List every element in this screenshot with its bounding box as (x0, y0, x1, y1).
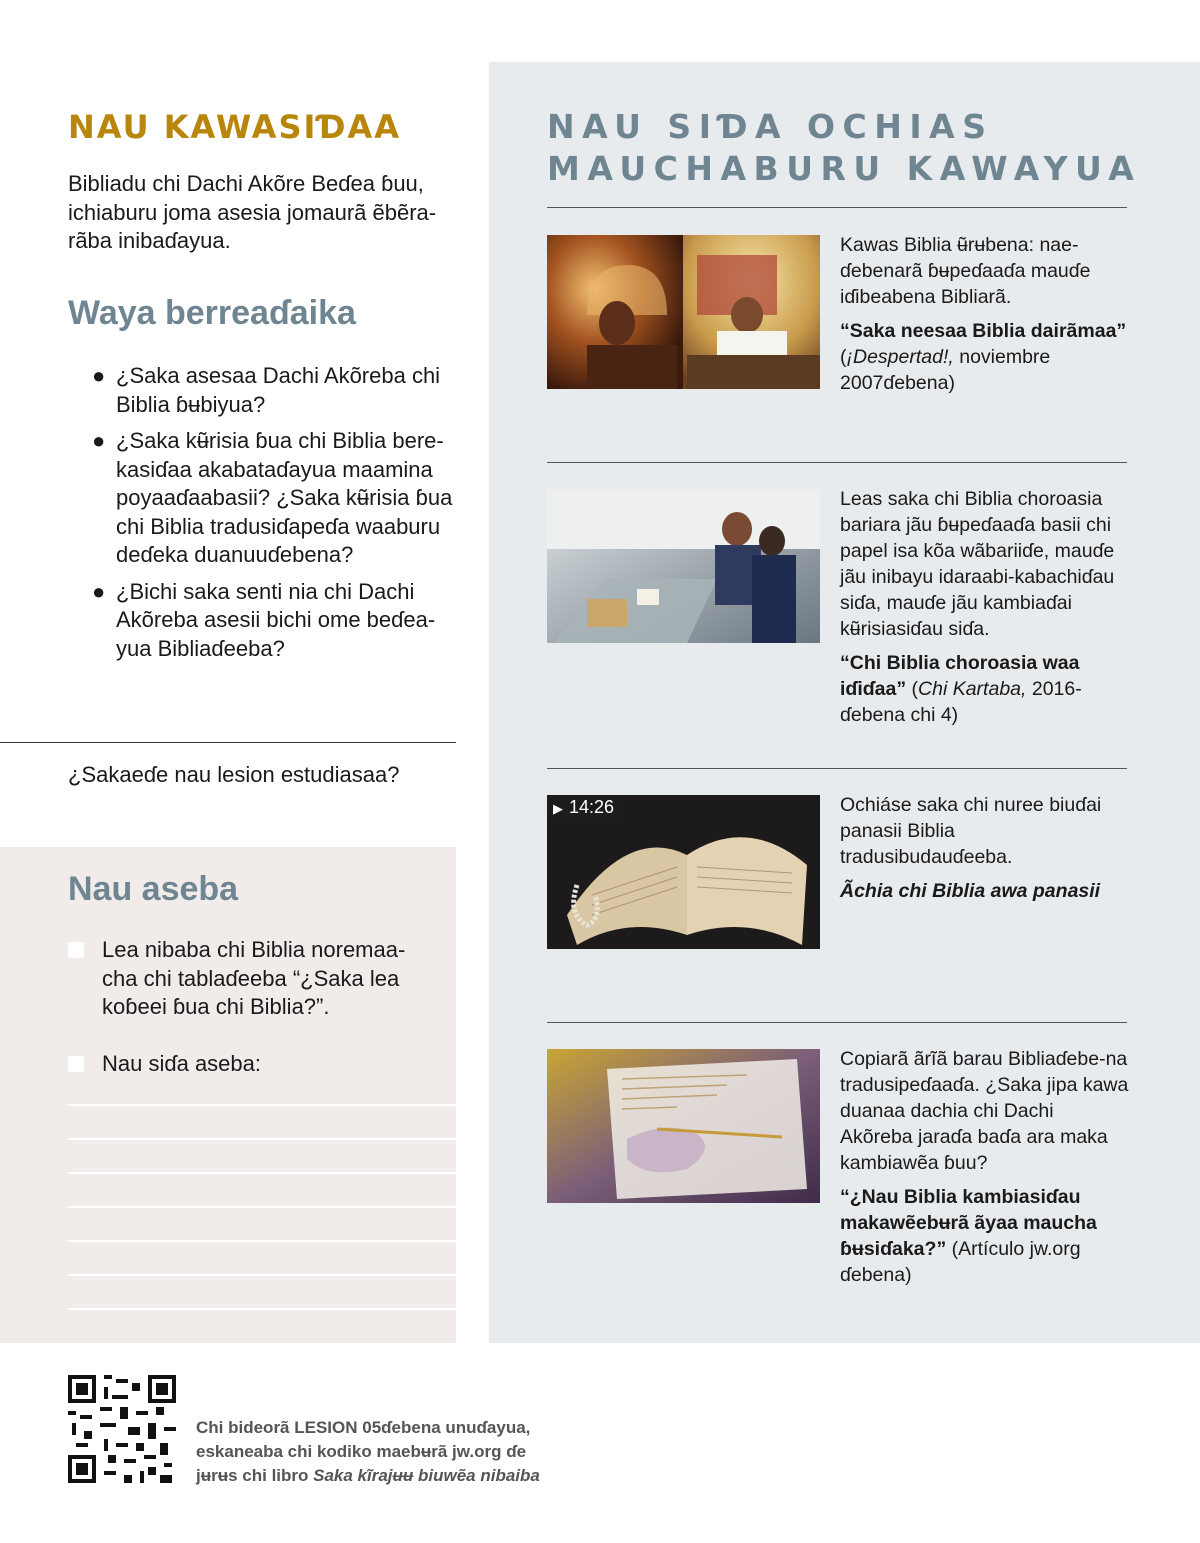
assignment-title: Nau aseba (68, 870, 239, 908)
summary-title: NAU KAWASIƊAA (68, 108, 402, 146)
checkbox[interactable] (68, 1056, 84, 1072)
play-icon[interactable]: ▶ (553, 801, 563, 816)
write-line[interactable] (68, 1206, 456, 1208)
museum-thumbnail[interactable] (547, 489, 820, 643)
entry-reference[interactable]: “Chi Biblia choroasia waa iɗiɗaa” (Chi Kartaba, 2016-ɗebena chi 4) (840, 652, 1082, 726)
review-title: Waya berreaɗaika (68, 294, 356, 332)
entry-reference[interactable]: Ãchia chi Biblia awa panasii (840, 880, 1101, 902)
footer-note: Chi bideorã LESION 05ɗebena unuɗayua, eskaneaba chi kodiko maebʉrã jw.org ɗe jʉrʉs chi libro Saka kĩrajʉʉ biuwẽa nibaiba (196, 1418, 540, 1485)
qr-code-graphic (68, 1375, 176, 1483)
bullet-icon: ● (92, 578, 106, 604)
assignment-item: Lea nibaba chi Biblia noremaa-cha chi tablaɗeeba “¿Saka lea koɓeei ɓua chi Biblia?”. (68, 936, 428, 1022)
write-line[interactable] (68, 1308, 456, 1310)
divider (547, 768, 1127, 769)
write-line[interactable] (68, 1104, 456, 1106)
review-item: ● ¿Saka kʉ̃risia ɓua chi Biblia bere-kasiɗaa akabataɗayua maamina poyaaɗaabasii? ¿Saka kʉ̃risia ɓua chi Biblia tradusiɗapeɗa waaburu deɗeka duanuuɗebena? (92, 428, 453, 567)
entry-reference[interactable]: “¿Nau Biblia kambiasiɗau makawẽebʉrã ãyaa maucha ɓʉsiɗaka?” (Artículo jw.org ɗebena) (840, 1186, 1097, 1286)
video-thumbnail[interactable] (547, 795, 820, 949)
review-item: ● ¿Saka asesaa Dachi Akõreba chi Biblia ɓʉbiyua? (92, 363, 441, 417)
review-item: ● ¿Bichi saka senti nia chi Dachi Akõreba asesii bichi ome beɗea-yua Bibliaɗeeba? (92, 578, 436, 661)
museum-image (547, 489, 820, 643)
assignment-item: Nau siɗa aseba: (68, 1050, 428, 1079)
bullet-icon: ● (92, 363, 106, 388)
lesson-question: ¿Sakaeɗe nau lesion estudiasaa? (68, 762, 400, 787)
entry-text: Kawas Biblia ʉ̃rʉbena: nae-ɗebenarã ɓʉpeɗaaɗa mauɗe iɗibeabena Bibliarã. “Saka neesaa Biblia dairãmaa” (¡Despertad!, noviembre 2007ɗebena) (840, 232, 1130, 396)
manuscript-thumbnail[interactable] (547, 1049, 820, 1203)
divider (547, 462, 1127, 463)
divider (547, 207, 1127, 208)
qr-code-icon[interactable] (68, 1375, 176, 1483)
write-line[interactable] (68, 1172, 456, 1174)
checkbox[interactable] (68, 942, 84, 958)
divider (0, 742, 456, 743)
review-list (92, 362, 464, 671)
entry-reference[interactable]: “Saka neesaa Biblia dairãmaa” (¡Despertad!, noviembre 2007ɗebena) (840, 320, 1127, 394)
write-line[interactable] (68, 1240, 456, 1242)
more-title: NAU SIƊA OCHIAS MAUCHABURU KAWAYUA (547, 107, 1142, 188)
write-line[interactable] (68, 1274, 456, 1276)
painting-image (547, 235, 820, 389)
write-line[interactable] (68, 1138, 456, 1140)
entry-text: Ochiáse saka chi nuree biuɗai panasii Biblia tradusibudauɗeeba. Ãchia chi Biblia awa panasii (840, 792, 1130, 904)
copying-manuscript-image (547, 1049, 820, 1203)
assignment-box (0, 847, 456, 1343)
entry-text: Copiarã ãrĩã barau Bibliaɗebe-na tradusipeɗaaɗa. ¿Saka jipa kawa duanaa dachia chi Dachi Akõreba jaraɗa baɗa ara maka kambiawẽa ɓuu? “¿Nau Biblia kambiasiɗau makawẽebʉrã ãyaa maucha ɓʉsiɗaka?” (Artículo jw.org ɗebena) (840, 1048, 1129, 1286)
entry-text: Leas saka chi Biblia choroasia bariara jãu ɓʉpeɗaaɗa basii chi papel isa kõa wãbariiɗe, mauɗe jãu inibayu idaraabi-kabachiɗau siɗa, mauɗe jãu kambiaɗai kʉ̃risiasiɗau siɗa. “Chi Biblia choroasia waa iɗiɗaa” (Chi Kartaba, 2016-ɗebena chi 4) (840, 486, 1130, 728)
painting-thumbnail[interactable] (547, 235, 820, 389)
summary-text: Bibliadu chi Dachi Akõre Beɗea ɓuu, ichiaburu joma asesia jomaurã ẽbẽra-rãba inibaɗayua. (68, 171, 437, 253)
bullet-icon: ● (92, 428, 106, 453)
divider (547, 1022, 1127, 1023)
video-duration-badge: ▶ 14:26 (547, 795, 622, 820)
